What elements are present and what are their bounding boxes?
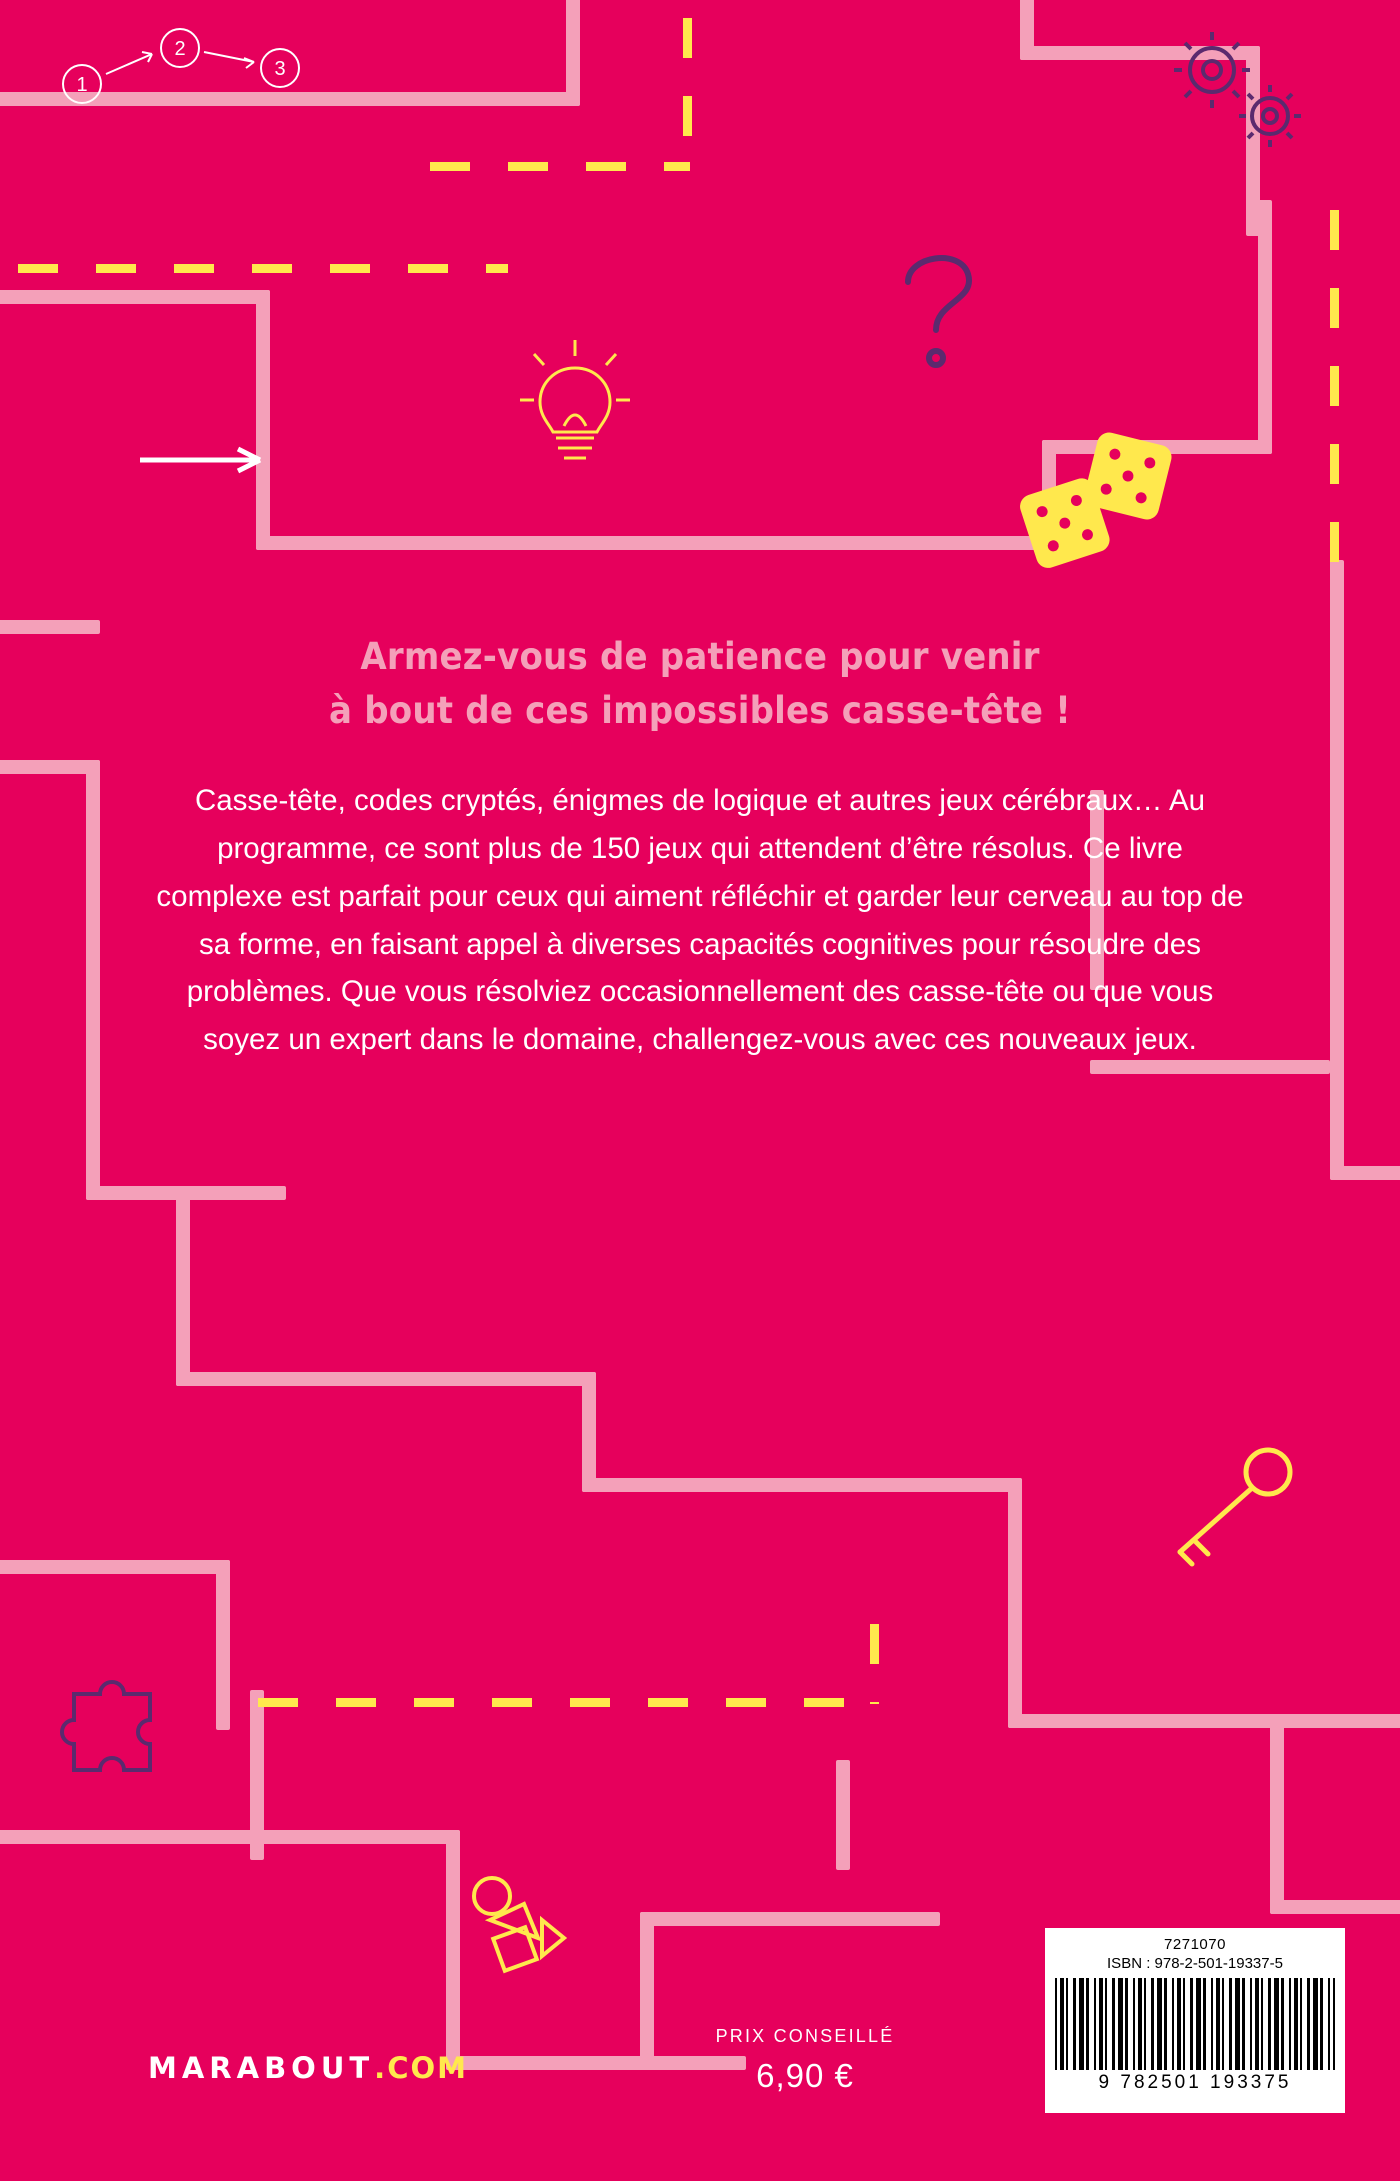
svg-text:2: 2 [174,38,186,60]
dashed-path-vertical [683,18,692,168]
arrow-icon [140,440,280,480]
dashed-path-vertical [870,1624,879,1704]
maze-line [640,1912,940,1926]
price-label: PRIX CONSEILLÉ [715,2026,895,2046]
publisher-domain: .COM [374,2051,468,2085]
key-icon [1160,1440,1310,1570]
price-block [690,2026,920,2095]
maze-line [1270,1900,1400,1914]
cover-text-block [0,630,1400,1064]
maze-line [1270,1714,1284,1914]
maze-line [0,1560,230,1574]
dashed-path-vertical [1330,210,1339,590]
blurb-text: Casse-tête, codes cryptés, énigmes de logique et autres jeux cérébraux… Au programme, ce sont plus de 150 jeux qui attendent d’être résolus. Ce livre complexe est parfait pour ceux qui aiment réfléchir et garder leur cerveau au top de sa forme, en faisant appel à diverses capacités cognitives pour résoudre des problèmes. Que vous résolviez occasionnellement des casse-tête ou que vous soyez un expert dans le domaine, challengez-vous avec ces nouveaux jeux. [156,784,1244,1057]
maze-line [256,536,1056,550]
barcode-digits: 9 782501 193375 [1098,2071,1292,2093]
barcode-reference: 7271070 [1164,1936,1226,1953]
headline-line-2: à bout de ces impossibles casse-tête ! [329,688,1071,732]
price-value: 6,90 € [756,2057,854,2094]
maze-line [836,1760,850,1870]
dashed-path [18,264,508,273]
barcode-bars [1055,1978,1335,2070]
maze-line [566,0,580,106]
svg-text:1: 1 [76,74,88,96]
maze-line [1258,200,1272,454]
gears-icon [1160,30,1320,150]
maze-line [1008,1714,1400,1728]
numbered-steps-doodle [52,18,332,108]
barcode-isbn: ISBN : 978-2-501-19337-5 [1107,1954,1283,1972]
question-mark-icon [890,240,990,380]
page-title [194,630,1206,737]
maze-line [1330,1166,1400,1180]
maze-line [582,1478,1022,1492]
shapes-icon [460,1870,580,1980]
maze-line [446,1830,460,2070]
maze-line [256,290,270,550]
maze-line [1008,1478,1022,1728]
publisher-logo [148,2051,468,2085]
barcode-block [1045,1928,1345,2113]
headline-line-1: Armez-vous de patience pour venir [360,635,1040,678]
maze-line [582,1372,596,1492]
maze-line [216,1560,230,1730]
publisher-name: MARABOUT [148,2051,375,2085]
maze-line [250,1690,264,1860]
svg-text:3: 3 [274,58,286,80]
dice-icon [1008,430,1188,570]
dashed-path [430,162,690,171]
maze-line [176,1372,596,1386]
puzzle-piece-icon [50,1660,180,1790]
lightbulb-icon [520,340,630,470]
maze-line [0,1830,460,1844]
maze-line [0,290,270,304]
maze-line [640,1912,654,2062]
dashed-path [258,1698,878,1707]
maze-line [176,1186,190,1386]
